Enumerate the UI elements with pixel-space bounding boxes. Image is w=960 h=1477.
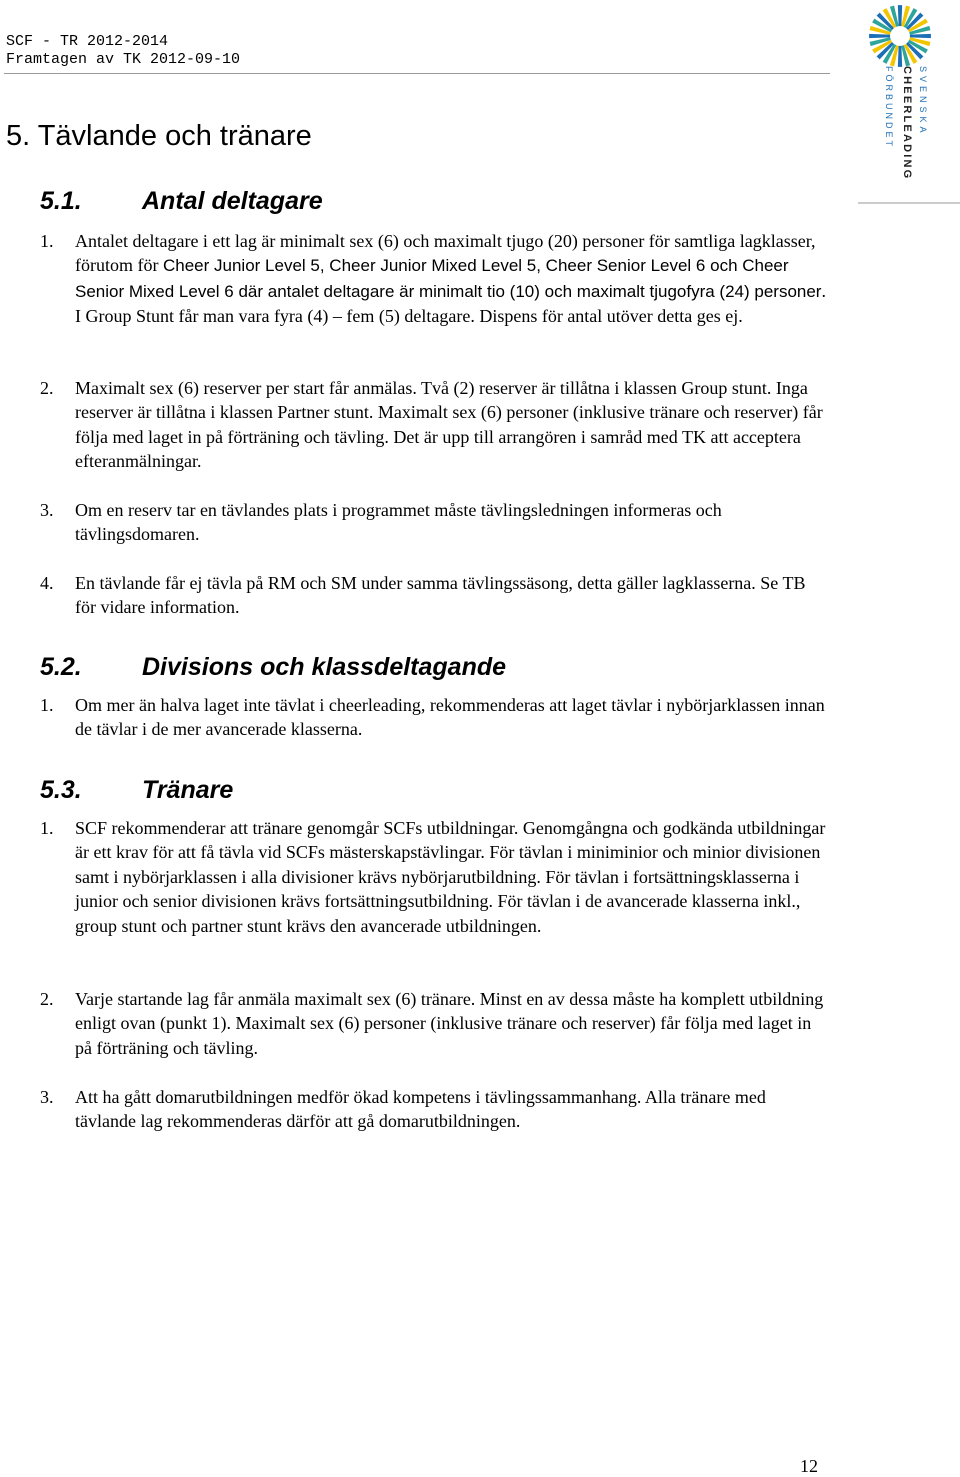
list-item — [40, 229, 830, 329]
section-title: Antal deltagare — [142, 187, 323, 215]
list-item — [40, 498, 830, 547]
list-item — [40, 987, 830, 1060]
list-item-number: 4. — [40, 573, 54, 593]
sunburst-ray — [898, 46, 902, 67]
list-item — [40, 571, 830, 620]
list-item-number: 2. — [40, 378, 54, 398]
section-number: 5.1. — [40, 187, 82, 215]
list-item-number: 1. — [40, 695, 54, 715]
sunburst-ray — [898, 5, 902, 26]
sunburst-ray — [869, 34, 890, 38]
header-line-2: Framtagen av TK 2012-09-10 — [6, 51, 241, 68]
list-item-text: Att ha gått domarutbildningen medför ökad kompetens i tävlingssammanhang. Alla tränare med tävlande lag rekommenderas därför att gå domarutbildningen. — [75, 1087, 766, 1132]
list-item-number: 3. — [40, 1087, 54, 1107]
list-item-text: Maximalt sex (6) reserver per start får anmälas. Två (2) reserver är tillåtna i klassen Group stunt. Inga reserver är tillåtna i klassen Partner stunt. Maximalt sex (6) personer (inklusive tränare och reserver) får följa med laget in på förträning och tävling. Det är upp till arrangören i samråd med TK att acceptera efteranmälningar. — [75, 378, 823, 472]
list-item-text: En tävlande får ej tävla på RM och SM under samma tävlingssäsong, detta gäller lagklasserna. Se TB för vidare information. — [75, 573, 806, 618]
svenska-cheerleading-forbundet-logo — [858, 2, 960, 207]
section-title: Tränare — [142, 776, 234, 804]
list-item — [40, 1085, 830, 1134]
sunburst-ray — [910, 34, 931, 38]
section-number: 5.3. — [40, 776, 82, 804]
list-item-number: 3. — [40, 500, 54, 520]
header-line-1: SCF - TR 2012-2014 — [6, 33, 169, 50]
sunburst-logo-icon — [869, 5, 931, 67]
section-number: 5.2. — [40, 653, 82, 681]
list-item-number: 2. — [40, 989, 54, 1009]
list-item-text: Antalet deltagare i ett lag är minimalt sex (6) och maximalt tjugo (20) personer för samtliga lagklasser, förutom för Cheer Junior Level 5, Cheer Junior Mixed Level 5, Cheer Senior Level 6 och Cheer Senior Mixed Level 6 där antalet deltagare är minimalt tio (10) och maximalt tjugofyra (24) personer. I Group Stunt får man vara fyra (4) – fem (5) deltagare. Dispens för antal utöver detta ges ej. — [75, 231, 826, 327]
logo-text-cheerleading: CHEERLEADING — [901, 66, 913, 181]
document-header — [6, 33, 240, 69]
list-item-text: Om en reserv tar en tävlandes plats i programmet måste tävlingsledningen informeras och tävlingsdomaren. — [75, 500, 722, 545]
list-item — [40, 376, 830, 474]
list-item — [40, 816, 830, 938]
logo-text-forbundet: FÖRBUNDET — [884, 66, 894, 149]
page-number: 12 — [800, 1456, 818, 1476]
list-item-text: Om mer än halva laget inte tävlat i cheerleading, rekommenderas att laget tävlar i nybörjarklassen innan de tävlar i de mer avancerade klasserna. — [75, 695, 825, 740]
list-item-text: Varje startande lag får anmäla maximalt sex (6) tränare. Minst en av dessa måste ha komplett utbildning enligt ovan (punkt 1). Maximalt sex (6) personer (inklusive tränare och reserver) får följa med laget in på förträning och tävling. — [75, 989, 824, 1058]
list-item-number: 1. — [40, 818, 54, 838]
chapter-title: 5. Tävlande och tränare — [6, 120, 312, 152]
header-divider — [4, 73, 830, 74]
list-item-number: 1. — [40, 231, 54, 251]
list-item — [40, 693, 830, 742]
logo-text-svenska: SVENSKA — [918, 66, 928, 137]
section-title: Divisions och klassdeltagande — [142, 653, 507, 681]
list-item-text: SCF rekommenderar att tränare genomgår SCFs utbildningar. Genomgångna och godkända utbildningar är ett krav för att få tävla vid SCFs mästerskapstävlingar. För tävlan i miniminior och minior divisionen samt i nybörjarklassen i alla divisioner krävs nybörjarutbildning. För tävlan i fortsättningsklasserna i junior och senior divisionen krävs fortsättningsutbildning. För tävlan i de avancerade klasserna inkl., group stunt och partner stunt krävs den avancerade utbildningen. — [75, 818, 826, 936]
